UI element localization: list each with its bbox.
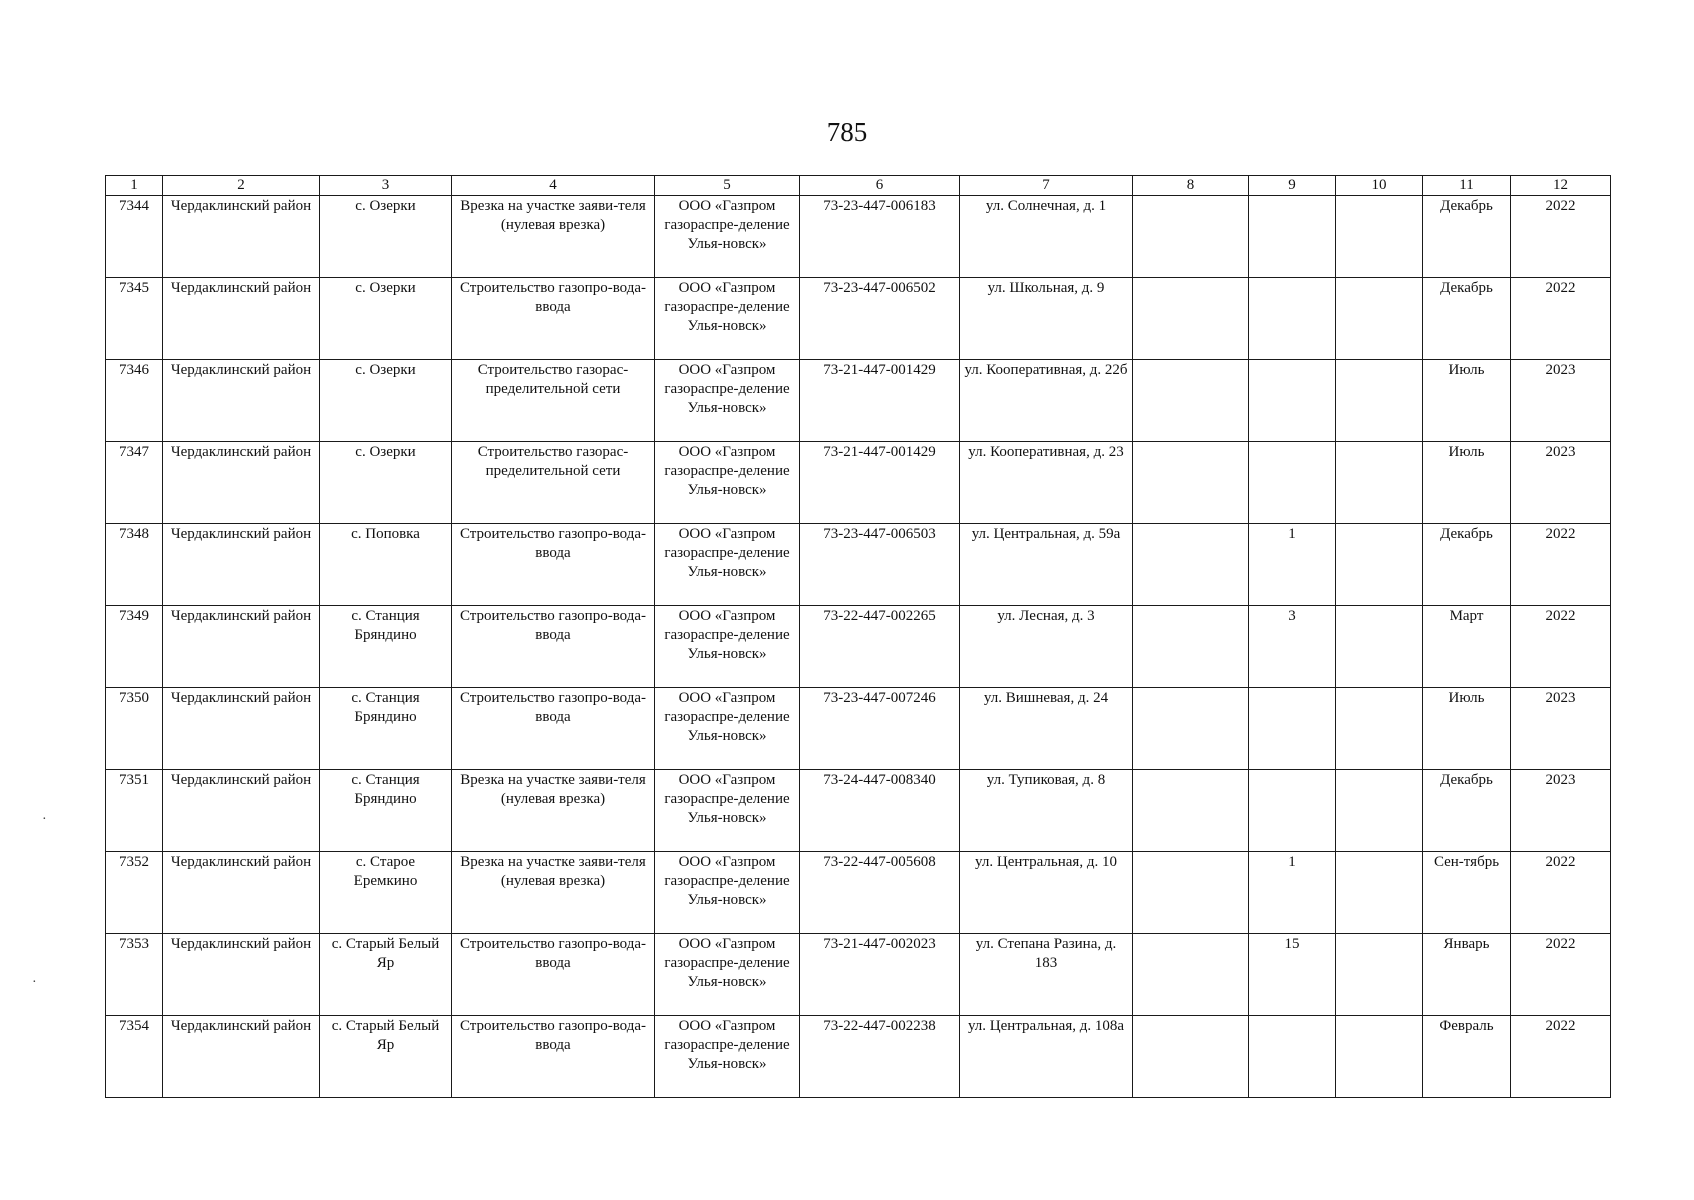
table-cell: Декабрь bbox=[1423, 278, 1511, 360]
table-row bbox=[106, 606, 1611, 688]
table-cell bbox=[1336, 852, 1423, 934]
column-header: 10 bbox=[1336, 176, 1423, 196]
table-cell: ООО «Газпром газораспре-деление Улья-новск» bbox=[655, 688, 800, 770]
table-body bbox=[106, 196, 1611, 1098]
table-cell: Июль bbox=[1423, 360, 1511, 442]
table-row bbox=[106, 770, 1611, 852]
column-header: 5 bbox=[655, 176, 800, 196]
table-cell: Строительство газопро-вода-ввода bbox=[452, 1016, 655, 1098]
table-cell bbox=[1336, 524, 1423, 606]
table-row bbox=[106, 278, 1611, 360]
column-header: 12 bbox=[1511, 176, 1611, 196]
table-cell: 73-21-447-001429 bbox=[800, 360, 960, 442]
table-cell: с. Озерки bbox=[320, 278, 452, 360]
table-cell: Чердаклинский район bbox=[163, 1016, 320, 1098]
table-cell bbox=[1249, 1016, 1336, 1098]
table-cell: с. Озерки bbox=[320, 360, 452, 442]
table-cell bbox=[1336, 278, 1423, 360]
table-cell: Март bbox=[1423, 606, 1511, 688]
table-row bbox=[106, 852, 1611, 934]
table-cell: 2022 bbox=[1511, 524, 1611, 606]
table-cell: Строительство газорас-пределительной сети bbox=[452, 360, 655, 442]
table-cell: Декабрь bbox=[1423, 196, 1511, 278]
table-cell: 73-23-447-006502 bbox=[800, 278, 960, 360]
table-cell: 7345 bbox=[106, 278, 163, 360]
table-cell: 73-22-447-005608 bbox=[800, 852, 960, 934]
table-cell: ул. Школьная, д. 9 bbox=[960, 278, 1133, 360]
table-cell: Чердаклинский район bbox=[163, 196, 320, 278]
table-header bbox=[106, 176, 1611, 196]
table-cell: 7352 bbox=[106, 852, 163, 934]
table-cell: Июль bbox=[1423, 688, 1511, 770]
table-cell: Чердаклинский район bbox=[163, 852, 320, 934]
table-cell: 15 bbox=[1249, 934, 1336, 1016]
column-header: 9 bbox=[1249, 176, 1336, 196]
table-cell bbox=[1249, 442, 1336, 524]
table-cell: Строительство газопро-вода-ввода bbox=[452, 688, 655, 770]
table-cell bbox=[1133, 852, 1249, 934]
table-cell: 2022 bbox=[1511, 934, 1611, 1016]
table-cell bbox=[1133, 524, 1249, 606]
table-cell: 73-23-447-007246 bbox=[800, 688, 960, 770]
table-cell bbox=[1336, 606, 1423, 688]
table-cell: Июль bbox=[1423, 442, 1511, 524]
table-cell: 7346 bbox=[106, 360, 163, 442]
table-cell: 2022 bbox=[1511, 852, 1611, 934]
table-cell: Чердаклинский район bbox=[163, 606, 320, 688]
table-cell: 2023 bbox=[1511, 688, 1611, 770]
table-cell bbox=[1336, 1016, 1423, 1098]
table-cell: 7347 bbox=[106, 442, 163, 524]
table-cell: Строительство газорас-пределительной сети bbox=[452, 442, 655, 524]
table-cell bbox=[1133, 360, 1249, 442]
scan-speck: · bbox=[42, 812, 47, 827]
table-cell: ООО «Газпром газораспре-деление Улья-новск» bbox=[655, 606, 800, 688]
table-cell bbox=[1249, 360, 1336, 442]
table-cell: ООО «Газпром газораспре-деление Улья-новск» bbox=[655, 360, 800, 442]
table-cell: Чердаклинский район bbox=[163, 360, 320, 442]
column-header: 6 bbox=[800, 176, 960, 196]
table-cell: ООО «Газпром газораспре-деление Улья-новск» bbox=[655, 770, 800, 852]
table-cell: ул. Кооперативная, д. 22б bbox=[960, 360, 1133, 442]
table-cell: 73-23-447-006183 bbox=[800, 196, 960, 278]
table-cell: 2022 bbox=[1511, 278, 1611, 360]
table-cell: ул. Кооперативная, д. 23 bbox=[960, 442, 1133, 524]
table-cell: ООО «Газпром газораспре-деление Улья-новск» bbox=[655, 196, 800, 278]
table-cell: Чердаклинский район bbox=[163, 524, 320, 606]
table-cell bbox=[1133, 606, 1249, 688]
table-cell: Чердаклинский район bbox=[163, 442, 320, 524]
table-cell bbox=[1336, 196, 1423, 278]
table-cell: 73-23-447-006503 bbox=[800, 524, 960, 606]
table-cell bbox=[1336, 770, 1423, 852]
table-cell: 7349 bbox=[106, 606, 163, 688]
table-cell: Врезка на участке заяви-теля (нулевая врезка) bbox=[452, 770, 655, 852]
table-cell: ул. Вишневая, д. 24 bbox=[960, 688, 1133, 770]
column-header: 2 bbox=[163, 176, 320, 196]
page-number: 785 bbox=[826, 117, 868, 147]
table-cell: Строительство газопро-вода-ввода bbox=[452, 278, 655, 360]
table-cell: Сен-тябрь bbox=[1423, 852, 1511, 934]
table-cell: 7354 bbox=[106, 1016, 163, 1098]
table-row bbox=[106, 360, 1611, 442]
table-cell bbox=[1133, 442, 1249, 524]
table-cell: ул. Тупиковая, д. 8 bbox=[960, 770, 1133, 852]
table-cell: Врезка на участке заяви-теля (нулевая врезка) bbox=[452, 852, 655, 934]
table-cell: 73-24-447-008340 bbox=[800, 770, 960, 852]
table-cell: 73-22-447-002238 bbox=[800, 1016, 960, 1098]
table-cell bbox=[1336, 688, 1423, 770]
table-cell: Февраль bbox=[1423, 1016, 1511, 1098]
table-cell: 1 bbox=[1249, 524, 1336, 606]
column-header: 4 bbox=[452, 176, 655, 196]
table-cell: 2023 bbox=[1511, 360, 1611, 442]
table-cell: Чердаклинский район bbox=[163, 688, 320, 770]
table-cell: ул. Центральная, д. 59а bbox=[960, 524, 1133, 606]
table-cell bbox=[1336, 360, 1423, 442]
table-cell: ООО «Газпром газораспре-деление Улья-новск» bbox=[655, 1016, 800, 1098]
table-cell bbox=[1133, 196, 1249, 278]
table-cell: с. Озерки bbox=[320, 196, 452, 278]
table-cell: с. Станция Бряндино bbox=[320, 770, 452, 852]
table-cell bbox=[1133, 770, 1249, 852]
table-row bbox=[106, 524, 1611, 606]
table-cell: с. Станция Бряндино bbox=[320, 688, 452, 770]
table-cell: Чердаклинский район bbox=[163, 934, 320, 1016]
table-cell bbox=[1133, 278, 1249, 360]
table-cell: 3 bbox=[1249, 606, 1336, 688]
table-cell: ул. Центральная, д. 108а bbox=[960, 1016, 1133, 1098]
table-cell: ул. Лесная, д. 3 bbox=[960, 606, 1133, 688]
header-row bbox=[106, 176, 1611, 196]
table-cell bbox=[1133, 1016, 1249, 1098]
table-cell bbox=[1133, 688, 1249, 770]
column-header: 1 bbox=[106, 176, 163, 196]
column-header: 7 bbox=[960, 176, 1133, 196]
table-cell: Строительство газопро-вода-ввода bbox=[452, 606, 655, 688]
table-cell: 2023 bbox=[1511, 770, 1611, 852]
table-cell: 73-21-447-001429 bbox=[800, 442, 960, 524]
table-cell: ул. Солнечная, д. 1 bbox=[960, 196, 1133, 278]
table-cell: Чердаклинский район bbox=[163, 278, 320, 360]
table-row bbox=[106, 196, 1611, 278]
table-cell: 2022 bbox=[1511, 1016, 1611, 1098]
column-header: 11 bbox=[1423, 176, 1511, 196]
column-header: 3 bbox=[320, 176, 452, 196]
table-cell: ул. Степана Разина, д. 183 bbox=[960, 934, 1133, 1016]
table-cell: с. Поповка bbox=[320, 524, 452, 606]
table-cell: Декабрь bbox=[1423, 770, 1511, 852]
table-cell: с. Старый Белый Яр bbox=[320, 1016, 452, 1098]
table-cell: ООО «Газпром газораспре-деление Улья-новск» bbox=[655, 278, 800, 360]
table-cell: с. Старое Еремкино bbox=[320, 852, 452, 934]
table-cell: Январь bbox=[1423, 934, 1511, 1016]
table-cell bbox=[1133, 934, 1249, 1016]
table-cell: ООО «Газпром газораспре-деление Улья-новск» bbox=[655, 524, 800, 606]
table-cell: 7348 bbox=[106, 524, 163, 606]
table-cell bbox=[1249, 278, 1336, 360]
table-cell: Строительство газопро-вода-ввода bbox=[452, 934, 655, 1016]
table-cell: ООО «Газпром газораспре-деление Улья-новск» bbox=[655, 442, 800, 524]
table-cell: 1 bbox=[1249, 852, 1336, 934]
table-cell bbox=[1336, 442, 1423, 524]
table-cell: с. Старый Белый Яр bbox=[320, 934, 452, 1016]
table-row bbox=[106, 688, 1611, 770]
table-cell: с. Станция Бряндино bbox=[320, 606, 452, 688]
table-cell: 2022 bbox=[1511, 196, 1611, 278]
table-row bbox=[106, 934, 1611, 1016]
table-cell: с. Озерки bbox=[320, 442, 452, 524]
scan-speck: · bbox=[32, 975, 37, 990]
table-row bbox=[106, 1016, 1611, 1098]
table-cell: ООО «Газпром газораспре-деление Улья-новск» bbox=[655, 934, 800, 1016]
table-cell bbox=[1336, 934, 1423, 1016]
table-cell: Врезка на участке заяви-теля (нулевая врезка) bbox=[452, 196, 655, 278]
table-cell: Декабрь bbox=[1423, 524, 1511, 606]
table-cell: 73-21-447-002023 bbox=[800, 934, 960, 1016]
column-header: 8 bbox=[1133, 176, 1249, 196]
table-cell: 2023 bbox=[1511, 442, 1611, 524]
registry-table bbox=[105, 175, 1611, 1098]
table-cell: 7350 bbox=[106, 688, 163, 770]
table-row bbox=[106, 442, 1611, 524]
table-cell: 7344 bbox=[106, 196, 163, 278]
table-cell bbox=[1249, 688, 1336, 770]
table-cell: ООО «Газпром газораспре-деление Улья-новск» bbox=[655, 852, 800, 934]
table-cell: 7353 bbox=[106, 934, 163, 1016]
table-cell bbox=[1249, 770, 1336, 852]
table-cell: Чердаклинский район bbox=[163, 770, 320, 852]
table-cell: 7351 bbox=[106, 770, 163, 852]
table-cell: 2022 bbox=[1511, 606, 1611, 688]
table-cell bbox=[1249, 196, 1336, 278]
table-cell: Строительство газопро-вода-ввода bbox=[452, 524, 655, 606]
table-cell: ул. Центральная, д. 10 bbox=[960, 852, 1133, 934]
table-cell: 73-22-447-002265 bbox=[800, 606, 960, 688]
